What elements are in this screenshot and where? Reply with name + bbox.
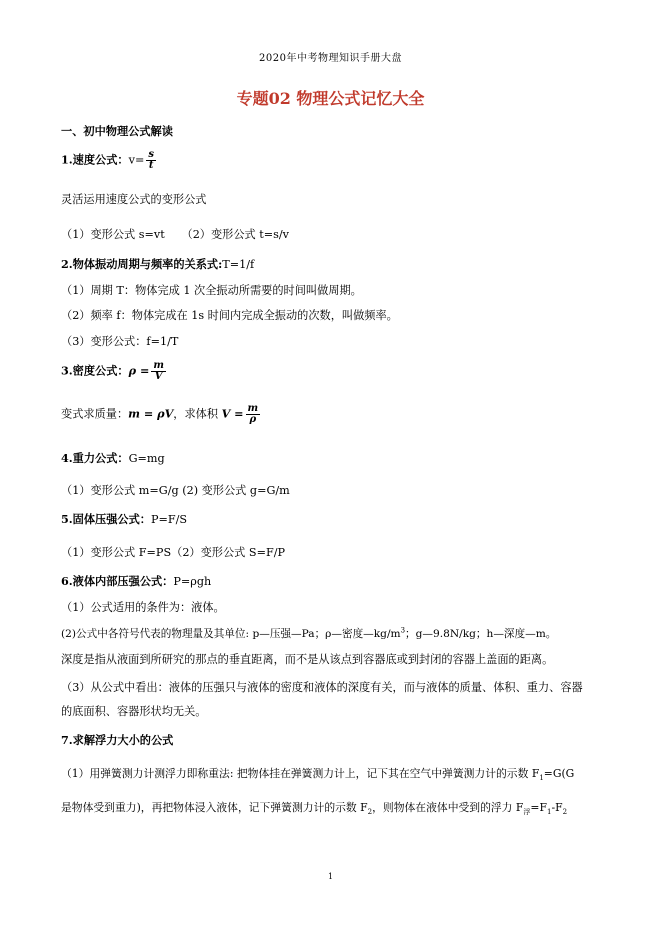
density-formula-label: 3.密度公式： <box>61 363 129 378</box>
buoyancy-sub-3: 1 <box>546 808 552 817</box>
page-number: 1 <box>327 872 334 881</box>
liquid-pressure-line <box>61 573 211 589</box>
mass-formula: m = ρV <box>128 406 174 421</box>
speed-numerator: s <box>148 149 154 160</box>
speed-formula-lhs: v= <box>128 153 145 167</box>
frequency-definition: （2）频率 f：物体完成在 1s 时间内完成全振动的次数，叫做频率。 <box>61 309 398 322</box>
density-variant-prefix: 变式求质量： <box>61 407 129 421</box>
volume-denominator: ρ <box>249 414 257 425</box>
buoyancy-line-1 <box>61 766 574 782</box>
buoyancy-text-2d: -F <box>551 801 563 814</box>
solid-pressure-variants: （1）变形公式 F=PS（2）变形公式 S=F/P <box>61 546 286 559</box>
buoyancy-text-1b: =G(G <box>543 767 575 780</box>
units-text-a: (2)公式中各符号代表的物理量及其单位: p—压强—Pa；ρ—密度—kg/m <box>61 628 401 640</box>
gravity-formula-line <box>61 450 165 466</box>
speed-variants: （1）变形公式 s=vt （2）变形公式 t=s/v <box>61 228 290 241</box>
density-fraction <box>151 361 166 382</box>
liquid-pressure-note-2: 的底面积、容器形状均无关。 <box>61 705 207 718</box>
page-header: 2020年中考物理知识手册大盘 <box>259 53 402 64</box>
units-superscript: 3 <box>400 626 406 635</box>
period-formula-line <box>61 256 254 272</box>
liquid-pressure-units <box>61 626 556 641</box>
buoyancy-sub-2: 2 <box>367 808 373 817</box>
volume-fraction <box>246 404 261 425</box>
gravity-variants: （1）变形公式 m=G/g (2) 变形公式 g=G/m <box>61 484 290 497</box>
density-numerator: m <box>153 360 164 371</box>
density-denominator: V <box>154 371 163 382</box>
density-formula-line <box>61 361 168 382</box>
buoyancy-sub-4: 2 <box>562 808 568 817</box>
liquid-pressure-condition: （1）公式适用的条件为：液体。 <box>61 601 225 614</box>
liquid-pressure-note-1: （3）从公式中看出：液体的压强只与液体的密度和液体的深度有关，而与液体的质量、体积、重力、容器 <box>61 681 583 694</box>
gravity-formula: G=mg <box>128 452 165 465</box>
period-definition: （1）周期 T：物体完成 1 次全振动所需要的时间叫做周期。 <box>61 284 362 297</box>
solid-pressure-formula: P=F/S <box>151 513 188 526</box>
speed-formula-line <box>61 150 158 171</box>
density-formula-lhs: ρ = <box>128 363 150 378</box>
speed-denominator: t <box>148 160 154 171</box>
depth-definition: 深度是指从液面到所研究的那点的垂直距离，而不是从该点到容器底或到封闭的容器上盖面的距离。 <box>61 653 554 666</box>
volume-formula-lhs: V = <box>221 406 244 421</box>
buoyancy-sub-1: 1 <box>539 774 544 783</box>
speed-note: 灵活运用速度公式的变形公式 <box>61 193 207 206</box>
solid-pressure-line <box>61 511 187 527</box>
speed-formula-label: 1.速度公式： <box>61 152 129 167</box>
period-formula: T=1/f <box>222 258 255 271</box>
units-text-b: ；g—9.8N/kg；h—深度—m。 <box>405 628 557 640</box>
solid-pressure-label: 5.固体压强公式： <box>61 512 151 526</box>
volume-numerator: m <box>247 403 259 414</box>
buoyancy-text-2c: =F <box>530 801 547 814</box>
buoyancy-text-2a: 是物体受到重力)，再把物体浸入液体，记下弹簧测力计的示数 F <box>61 801 368 814</box>
density-variant-mid: ，求体积 <box>173 407 219 421</box>
buoyancy-sub-float: 浮 <box>523 808 531 817</box>
buoyancy-text-1a: （1）用弹簧测力计测浮力即称重法: 把物体挂在弹簧测力计上，记下其在空气中弹簧测力计的示数 F <box>61 767 540 780</box>
period-formula-label: 2.物体振动周期与频率的关系式: <box>61 257 223 271</box>
buoyancy-text-2b: ，则物体在液体中受到的浮力 F <box>372 801 524 814</box>
buoyancy-heading: 7.求解浮力大小的公式 <box>61 733 174 747</box>
section-heading: 一、初中物理公式解读 <box>61 124 173 138</box>
period-variant: （3）变形公式：f=1/T <box>61 335 179 348</box>
buoyancy-line-2 <box>61 800 567 817</box>
speed-fraction <box>146 150 156 171</box>
page-title: 专题02 物理公式记忆大全 <box>236 89 425 108</box>
density-variant-line <box>61 404 262 425</box>
liquid-pressure-label: 6.液体内部压强公式： <box>61 574 174 588</box>
gravity-formula-label: 4.重力公式： <box>61 451 129 465</box>
liquid-pressure-formula: P=ρgh <box>173 575 212 588</box>
